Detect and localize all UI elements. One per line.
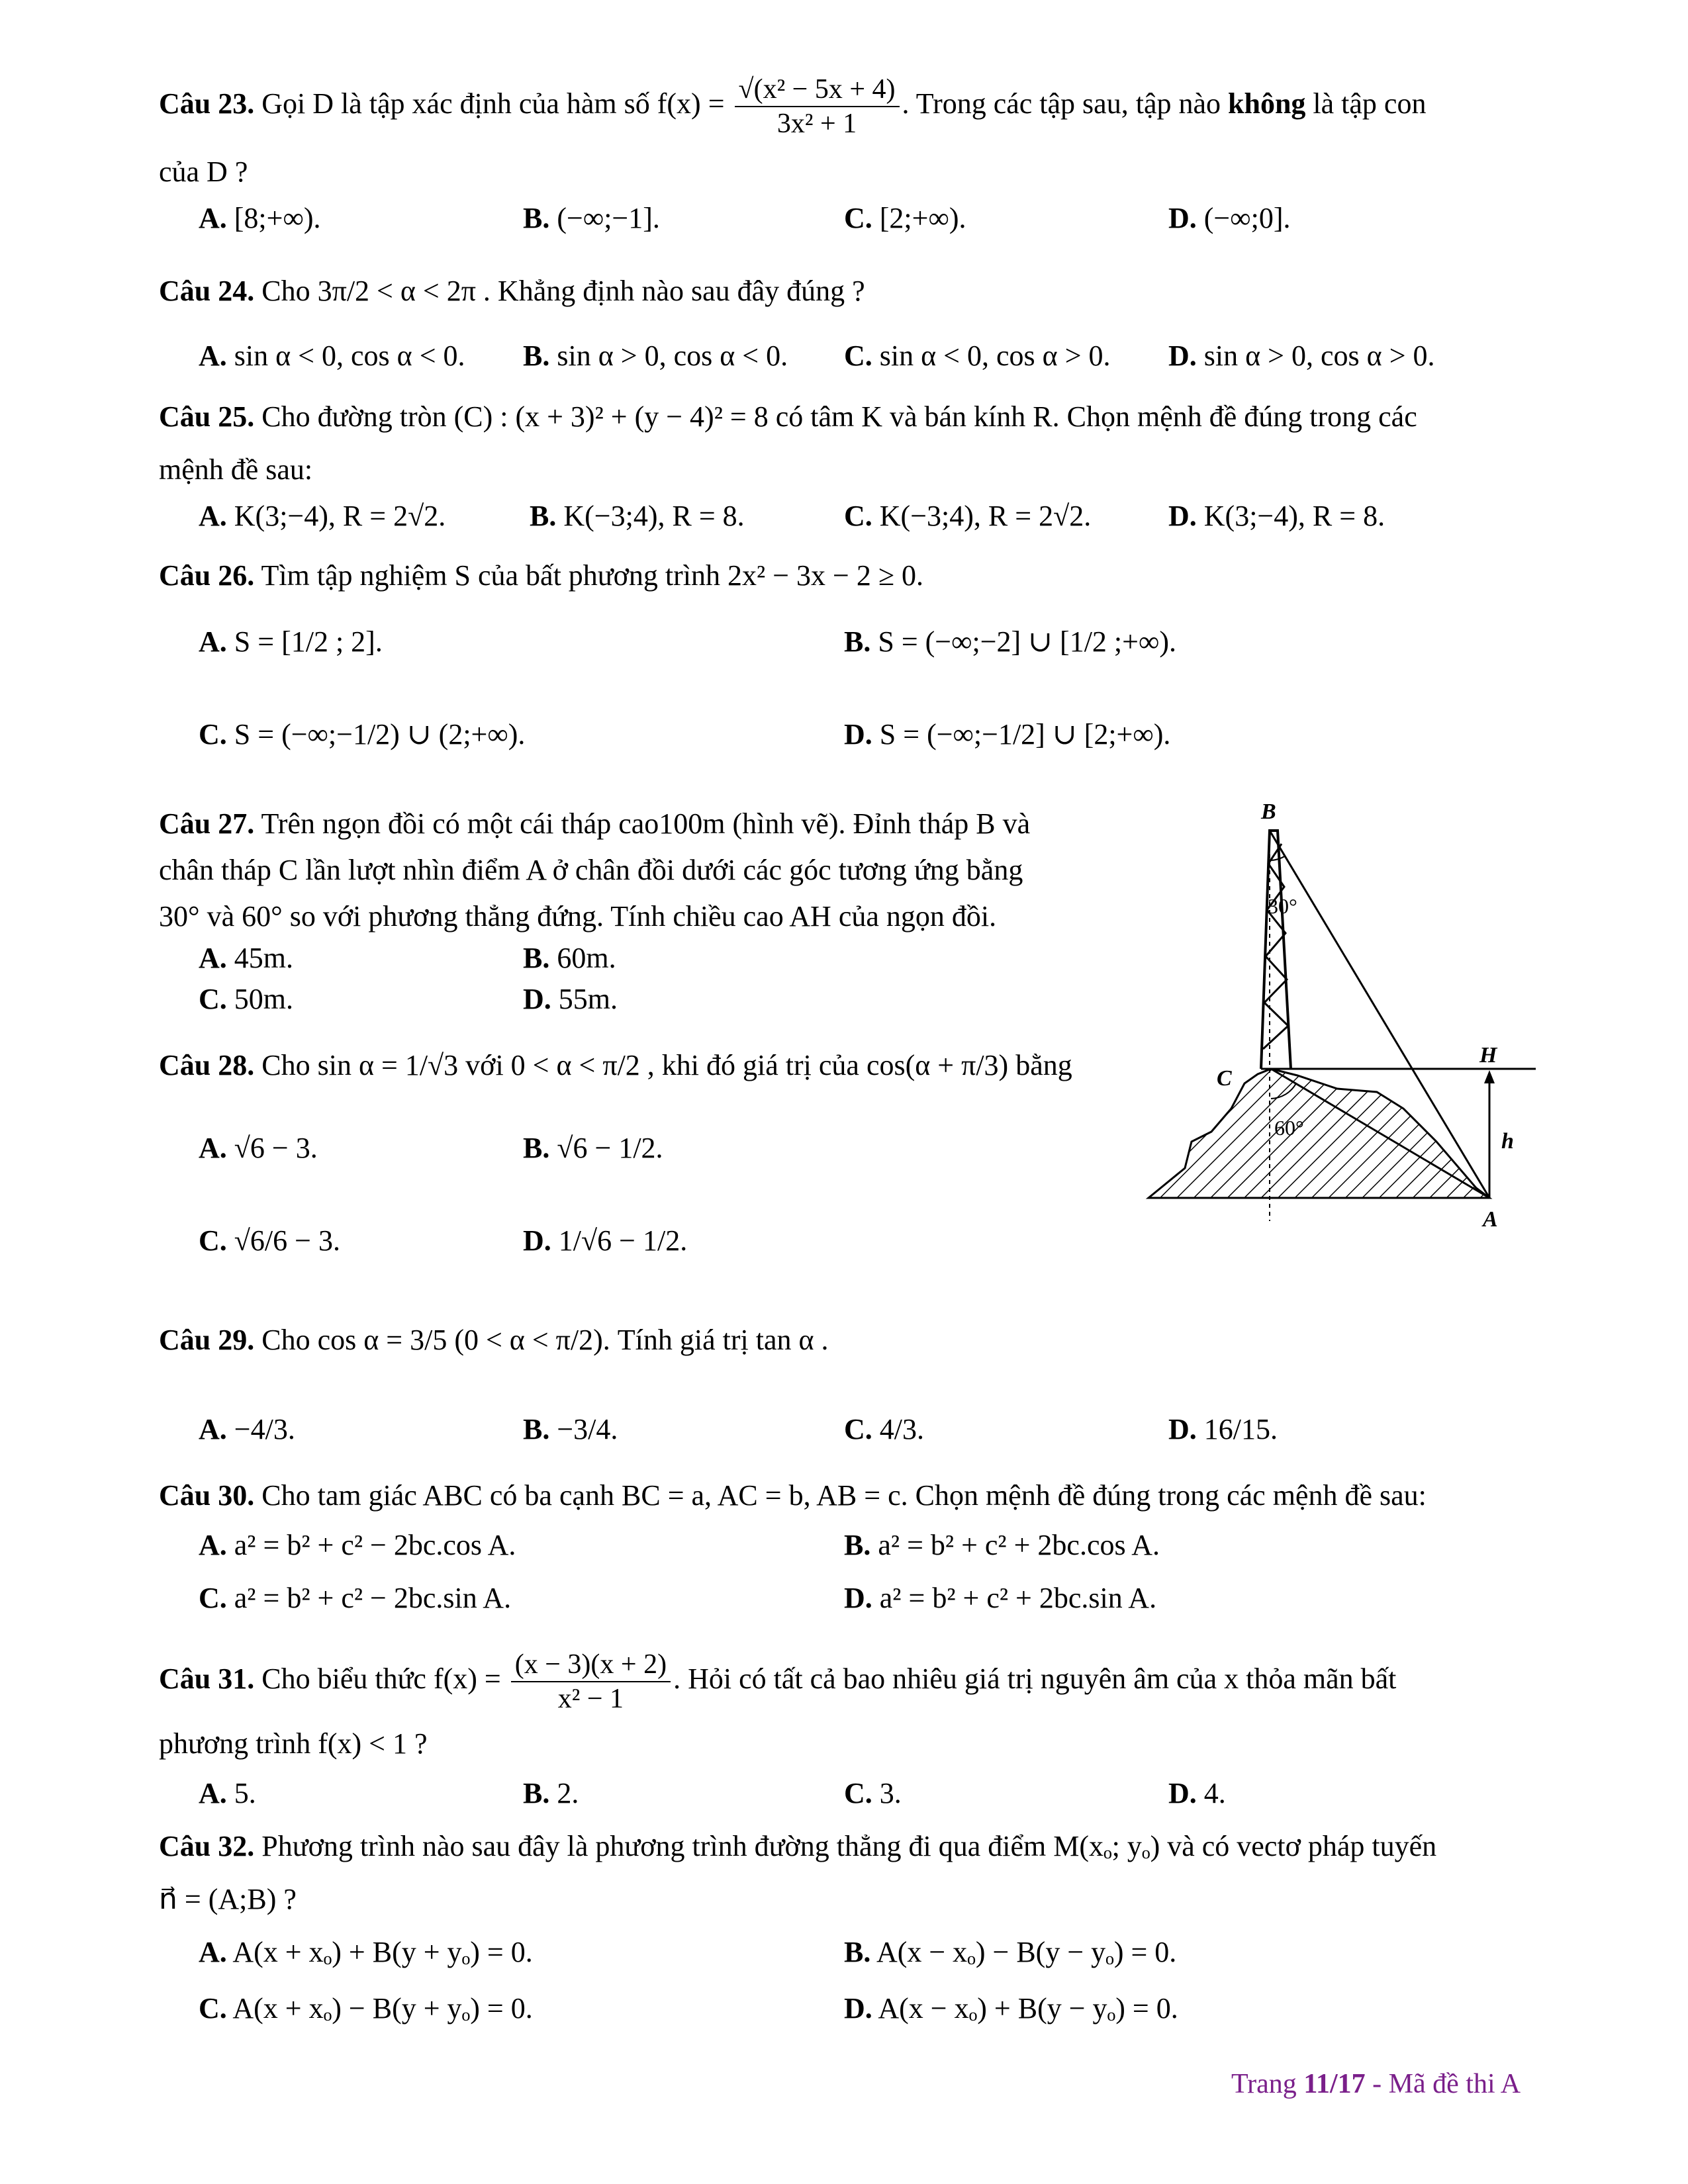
option-text: K(3;−4), R = 2√2. (234, 500, 446, 532)
q31-text-pre: Cho biểu thức f(x) = (254, 1662, 508, 1696)
option-text: 60m. (557, 942, 616, 974)
option-text: 5. (234, 1777, 256, 1809)
option-text: 4. (1203, 1777, 1226, 1809)
option-label: A. (199, 1936, 227, 1968)
q27-option-d (523, 979, 618, 1019)
q25-line2: mệnh đề sau: (159, 453, 313, 486)
q28-option-c (199, 1221, 340, 1261)
q24-text: Cho 3π/2 < α < 2π . Khẳng định nào sau đây đúng ? (254, 275, 865, 307)
option-label: B. (523, 1413, 550, 1445)
q31-option-b (523, 1774, 579, 1813)
q23-func-denominator: 3x² + 1 (776, 109, 857, 139)
q26-option-d (844, 715, 1170, 754)
q29-option-d (1168, 1410, 1278, 1449)
q27-option-c (199, 979, 293, 1019)
tower-hill-figure (1139, 797, 1549, 1241)
q31-option-a (199, 1774, 256, 1813)
q28-text: Cho sin α = 1/√3 với 0 < α < π/2 , khi đó giá trị của cos(α + π/3) bằng (254, 1049, 1072, 1081)
q32-option-c (199, 1989, 533, 2028)
q32-line2: n⃗ = (A;B) ? (159, 1883, 297, 1915)
question-27 (159, 801, 1125, 847)
option-label: C. (844, 1777, 872, 1809)
q23-text-post: . Trong các tập sau, tập nào (902, 87, 1228, 120)
q27-line3: 30° và 60° so với phương thẳng đứng. Tính chiều cao AH của ngọn đồi. (159, 900, 997, 933)
option-label: A. (199, 340, 227, 372)
q29-option-a (199, 1410, 295, 1449)
option-label: B. (530, 500, 557, 532)
option-label: D. (844, 718, 872, 751)
page-footer (1231, 2068, 1521, 2100)
label-a: A (1483, 1207, 1498, 1232)
q27-option-b (523, 938, 616, 978)
option-text: √6/6 − 3. (234, 1224, 340, 1257)
option-label: B. (844, 1936, 871, 1968)
q28-option-a (199, 1128, 318, 1168)
option-label: C. (199, 983, 227, 1015)
q32-text: Phương trình nào sau đây là phương trình đường thẳng đi qua điểm M(xₒ; yₒ) và có vectơ pháp tuyến (254, 1830, 1437, 1862)
q25-text: Cho đường tròn (C) : (x + 3)² + (y − 4)² = 8 có tâm K và bán kính R. Chọn mệnh đề đúng trong các (254, 400, 1417, 433)
option-text: a² = b² + c² + 2bc.cos A. (878, 1529, 1160, 1561)
q23-func-numerator: √(x² − 5x + 4) (735, 73, 900, 107)
option-text: S = (−∞;−1/2) ∪ (2;+∞). (234, 718, 526, 751)
arrowhead-icon (1484, 1070, 1495, 1083)
q27-line1: Trên ngọn đồi có một cái tháp cao100m (hình vẽ). Đỉnh tháp B và (254, 807, 1031, 840)
q31-func-denominator: x² − 1 (557, 1684, 624, 1714)
q27-line2: chân tháp C lần lượt nhìn điểm A ở chân đồi dưới các góc tương ứng bằng (159, 854, 1023, 886)
q32-option-b (844, 1933, 1176, 1972)
option-text: 45m. (234, 942, 294, 974)
option-text: √6 − 3. (234, 1132, 318, 1164)
option-text: 55m. (558, 983, 618, 1015)
option-label: D. (523, 1224, 551, 1257)
option-text: [8;+∞). (234, 202, 321, 234)
label-b: B (1261, 799, 1276, 824)
q31-line2: phương trình f(x) < 1 ? (159, 1727, 428, 1760)
q30-option-d (844, 1578, 1156, 1618)
label-h-height: h (1501, 1129, 1514, 1154)
option-label: B. (523, 340, 550, 372)
q23-option-d (1168, 199, 1291, 238)
option-label: B. (523, 942, 550, 974)
option-label: D. (844, 1992, 872, 2025)
option-label: B. (844, 1529, 871, 1561)
option-text: sin α > 0, cos α > 0. (1203, 340, 1435, 372)
option-label: A. (199, 1413, 227, 1445)
q24-option-a (199, 336, 465, 376)
option-text: sin α < 0, cos α < 0. (234, 340, 465, 372)
q29-number: Câu 29. (159, 1324, 255, 1356)
option-label: B. (523, 1132, 550, 1164)
option-text: a² = b² + c² − 2bc.cos A. (234, 1529, 516, 1561)
q25-option-c (844, 496, 1091, 536)
option-text: sin α > 0, cos α < 0. (557, 340, 788, 372)
q23-number: Câu 23. (159, 87, 255, 120)
q25-option-a (199, 496, 445, 536)
option-label: D. (844, 1582, 872, 1614)
option-text: sin α < 0, cos α > 0. (879, 340, 1111, 372)
footer-page-number: 11/17 (1303, 2069, 1366, 2099)
q23-option-c (844, 199, 966, 238)
q27-option-a (199, 938, 293, 978)
q31-option-d (1168, 1774, 1226, 1813)
option-label: D. (1168, 340, 1197, 372)
option-label: D. (1168, 202, 1197, 234)
q23-text-end: là tập con (1305, 87, 1427, 120)
q28-option-d (523, 1221, 687, 1261)
option-text: 2. (557, 1777, 579, 1809)
option-text: A(x + xₒ) − B(y + yₒ) = 0. (232, 1992, 533, 2025)
option-label: C. (199, 1582, 227, 1614)
q26-number: Câu 26. (159, 559, 255, 592)
option-label: B. (523, 1777, 550, 1809)
label-h: H (1479, 1043, 1497, 1068)
q30-text: Cho tam giác ABC có ba cạnh BC = a, AC = b, AB = c. Chọn mệnh đề đúng trong các mệnh đề sau: (254, 1479, 1427, 1512)
q23-text-pre: Gọi D là tập xác định của hàm số f(x) = (254, 87, 732, 120)
q25-option-d (1168, 496, 1385, 536)
option-text: a² = b² + c² − 2bc.sin A. (234, 1582, 512, 1614)
option-text: A(x − xₒ) + B(y − yₒ) = 0. (878, 1992, 1178, 2025)
option-label: C. (844, 340, 872, 372)
q24-option-c (844, 336, 1111, 376)
option-text: a² = b² + c² + 2bc.sin A. (879, 1582, 1157, 1614)
q32-option-d (844, 1989, 1178, 2028)
question-32 (159, 1823, 1536, 1870)
option-label: C. (844, 1413, 872, 1445)
angle-label-60: 60° (1274, 1116, 1304, 1140)
option-label: A. (199, 942, 227, 974)
q23-emphasis: không (1228, 87, 1306, 120)
q32-number: Câu 32. (159, 1830, 255, 1862)
option-text: (−∞;−1]. (557, 202, 660, 234)
option-label: C. (844, 500, 872, 532)
q24-number: Câu 24. (159, 275, 255, 307)
q24-option-d (1168, 336, 1435, 376)
option-label: A. (199, 202, 227, 234)
option-text: K(3;−4), R = 8. (1203, 500, 1385, 532)
q26-text: Tìm tập nghiệm S của bất phương trình 2x² − 3x − 2 ≥ 0. (254, 559, 923, 592)
q30-option-b (844, 1525, 1160, 1565)
q30-option-a (199, 1525, 516, 1565)
question-25 (159, 394, 1536, 440)
q31-option-c (844, 1774, 902, 1813)
question-23 (159, 73, 1536, 140)
option-text: K(−3;4), R = 2√2. (879, 500, 1092, 532)
q29-text: Cho cos α = 3/5 (0 < α < π/2). Tính giá trị tan α . (254, 1324, 829, 1356)
q23-line2: của D ? (159, 156, 248, 188)
angle-label-30: 30° (1268, 894, 1297, 918)
option-label: C. (199, 1992, 227, 2025)
q32-option-a (199, 1933, 533, 1972)
q26-option-b (844, 622, 1176, 662)
q26-option-a (199, 622, 383, 662)
option-text: 4/3. (879, 1413, 925, 1445)
q24-option-b (523, 336, 788, 376)
option-text: S = (−∞;−1/2] ∪ [2;+∞). (879, 718, 1171, 751)
question-26 (159, 553, 1536, 599)
q25-number: Câu 25. (159, 400, 255, 433)
option-text: √6 − 1/2. (557, 1132, 663, 1164)
option-label: A. (199, 625, 227, 658)
option-text: A(x − xₒ) − B(y − yₒ) = 0. (876, 1936, 1177, 1968)
q26-option-c (199, 715, 525, 754)
q29-option-c (844, 1410, 924, 1449)
option-label: A. (199, 1777, 227, 1809)
option-label: D. (523, 983, 551, 1015)
q28-option-b (523, 1128, 663, 1168)
footer-suffix: - Mã đề thi A (1365, 2069, 1521, 2099)
q23-function-fraction (735, 73, 900, 140)
q31-func-numerator: (x − 3)(x + 2) (511, 1648, 671, 1682)
option-text: S = [1/2 ; 2]. (234, 625, 383, 658)
q25-option-b (530, 496, 745, 536)
option-text: [2;+∞). (879, 202, 966, 234)
option-label: C. (199, 718, 227, 751)
footer-prefix: Trang (1231, 2069, 1304, 2099)
option-label: A. (199, 500, 227, 532)
option-label: A. (199, 1132, 227, 1164)
q23-option-a (199, 199, 321, 238)
option-text: K(−3;4), R = 8. (563, 500, 745, 532)
option-label: A. (199, 1529, 227, 1561)
option-text: −3/4. (557, 1413, 618, 1445)
option-text: 16/15. (1203, 1413, 1278, 1445)
option-text: S = (−∞;−2] ∪ [1/2 ;+∞). (878, 625, 1176, 658)
q30-number: Câu 30. (159, 1479, 255, 1512)
option-label: D. (1168, 1777, 1197, 1809)
question-30 (159, 1473, 1536, 1519)
q23-option-b (523, 199, 660, 238)
option-label: D. (1168, 500, 1197, 532)
option-label: C. (199, 1224, 227, 1257)
option-text: 1/√6 − 1/2. (558, 1224, 688, 1257)
option-label: B. (844, 625, 871, 658)
option-label: B. (523, 202, 550, 234)
hill-shape (1149, 1069, 1489, 1198)
tower-outline (1261, 831, 1291, 1069)
option-text: (−∞;0]. (1203, 202, 1291, 234)
q27-number: Câu 27. (159, 807, 255, 840)
q28-number: Câu 28. (159, 1049, 255, 1081)
q31-text-post: . Hỏi có tất cả bao nhiêu giá trị nguyên âm của x thỏa mãn bất (673, 1662, 1397, 1696)
question-31 (159, 1648, 1536, 1715)
question-28 (159, 1042, 1125, 1089)
option-text: A(x + xₒ) + B(y + yₒ) = 0. (232, 1936, 533, 1968)
label-c: C (1217, 1066, 1232, 1091)
q31-function-fraction (511, 1648, 671, 1715)
option-text: 3. (879, 1777, 902, 1809)
q29-option-b (523, 1410, 618, 1449)
q30-option-c (199, 1578, 511, 1618)
question-24 (159, 268, 1536, 314)
option-text: −4/3. (234, 1413, 295, 1445)
option-label: D. (1168, 1413, 1197, 1445)
q31-number: Câu 31. (159, 1662, 255, 1696)
option-label: C. (844, 202, 872, 234)
option-text: 50m. (234, 983, 294, 1015)
question-29 (159, 1317, 1536, 1363)
